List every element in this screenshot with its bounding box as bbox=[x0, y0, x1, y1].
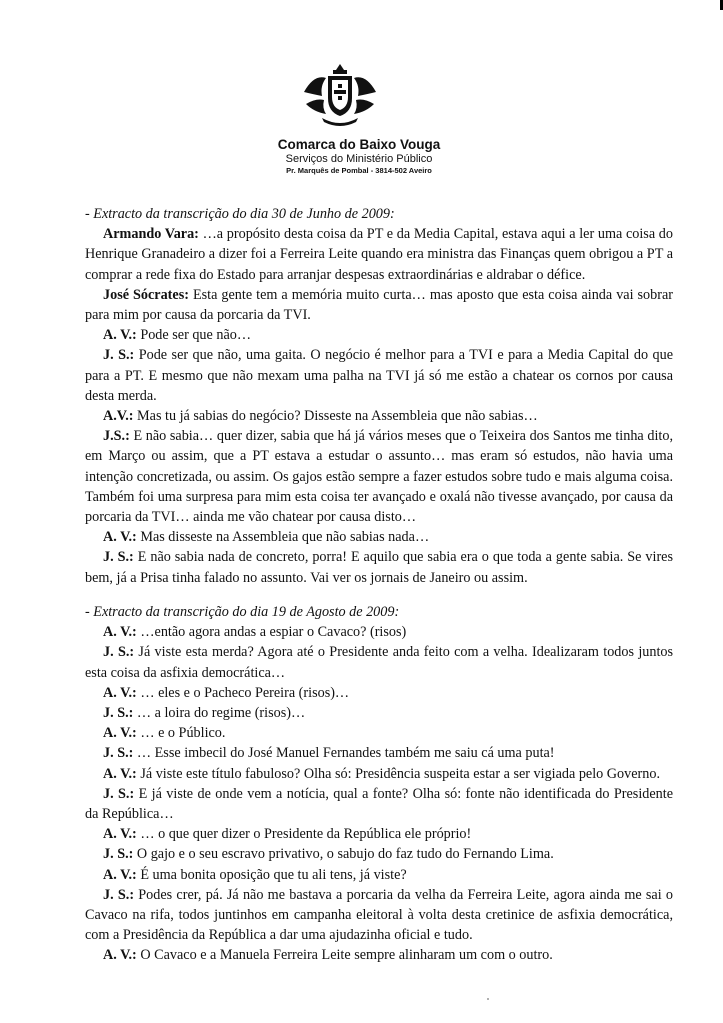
speaker-label: A. V.: bbox=[103, 947, 137, 964]
transcript-line bbox=[85, 865, 673, 885]
speaker-label: A. V.: bbox=[103, 327, 137, 344]
speech-text: É uma bonita oposição que tu ali tens, já viste? bbox=[136, 866, 407, 883]
speaker-label: J. S.: bbox=[103, 785, 135, 802]
scan-speck bbox=[487, 998, 489, 1000]
speech-text: Já viste este título fabuloso? Olha só: Presidência suspeita estar a ser vigiada pelo Governo. bbox=[136, 765, 661, 782]
address: Pr. Marquês de Pombal - 3814-502 Aveiro bbox=[286, 166, 432, 175]
speech-text: O gajo e o seu escravo privativo, o sabujo do faz tudo do Fernando Lima. bbox=[133, 846, 554, 863]
transcript-line bbox=[85, 784, 673, 824]
speech-text: Esta gente tem a memória muito curta… mas aposto que esta coisa ainda vai sobrar para mim por causa da porcaria da TVI. bbox=[85, 286, 673, 324]
speaker-label: J. S.: bbox=[103, 886, 135, 903]
coat-of-arms-emblem bbox=[300, 58, 380, 128]
transcript-line bbox=[85, 703, 673, 723]
speech-text: E já viste de onde vem a notícia, qual a fonte? Olha só: fonte não identificada do Presidente da República… bbox=[85, 785, 673, 823]
speaker-label: A. V.: bbox=[103, 529, 137, 546]
transcript-line bbox=[85, 426, 673, 527]
speech-text: Pode ser que não, uma gaita. O negócio é melhor para a TVI e para a Media Capital do que para a PT. E mesmo que não mexam uma palha na TVI já só me estão a chatear os cornos por causa desta merda. bbox=[85, 347, 673, 404]
speech-text: Mas tu já sabias do negócio? Disseste na Assembleia que não sabias… bbox=[133, 408, 538, 425]
speaker-label: A. V.: bbox=[103, 725, 137, 742]
transcript-line bbox=[85, 325, 673, 345]
speaker-label: J. S.: bbox=[103, 745, 134, 762]
transcript-line bbox=[85, 764, 673, 784]
transcript-line bbox=[85, 683, 673, 703]
transcript-line bbox=[85, 844, 673, 864]
section-heading: - Extracto da transcrição do dia 19 de Agosto de 2009: bbox=[85, 604, 400, 620]
transcript-line bbox=[85, 885, 673, 946]
transcript-line bbox=[85, 345, 673, 406]
speech-text: E não sabia… quer dizer, sabia que há já vários meses que o Teixeira dos Santos me tinha dito, em Março ou assim, que a PT estava a estudar o assunto… mas eram só estudos, não havia uma intenção concretizada, ou assim. Os gajos estão sempre a fazer estudos sobre tudo e mais alguma coisa. Também foi uma surpresa para mim esta coisa ter avançado e oxalá não tivesse avançado, por causa da porcaria da TVI… ainda me vão chatear por causa disto… bbox=[85, 428, 673, 526]
transcript-line bbox=[85, 743, 673, 763]
speech-text: Pode ser que não… bbox=[136, 327, 252, 344]
section-heading: - Extracto da transcrição do dia 30 de Junho de 2009: bbox=[85, 206, 395, 222]
speaker-label: A. V.: bbox=[103, 826, 137, 843]
speaker-label: A. V.: bbox=[103, 624, 137, 641]
speaker-label: J.S.: bbox=[103, 428, 130, 445]
transcript-section-1 bbox=[85, 204, 673, 588]
speech-text: …então agora andas a espiar o Cavaco? (risos) bbox=[136, 624, 407, 641]
transcript-line bbox=[85, 642, 673, 682]
speaker-label: Armando Vara: bbox=[103, 226, 199, 243]
speech-text: O Cavaco e a Manuela Ferreira Leite sempre alinharam um com o outro. bbox=[136, 947, 553, 964]
speaker-label: J. S.: bbox=[103, 644, 135, 661]
speech-text: Já viste esta merda? Agora até o Presidente anda feito com a velha. Idealizaram todos juntos esta coisa da asfixia democrática… bbox=[85, 644, 674, 681]
speaker-label: A. V.: bbox=[103, 684, 137, 701]
speaker-label: J. S.: bbox=[103, 705, 134, 722]
transcript-line bbox=[85, 622, 673, 642]
speaker-label: José Sócrates: bbox=[103, 286, 189, 303]
speech-text: … o que quer dizer o Presidente da República ele próprio! bbox=[136, 826, 472, 843]
speech-text: Mas disseste na Assembleia que não sabias nada… bbox=[136, 529, 430, 546]
speech-text: …a propósito desta coisa da PT e da Media Capital, estava aqui a ler uma coisa do Henrique Granadeiro a dizer foi a Ferreira Leite quando era ministra das Finanças quem obrigou a PT a comprar a rede fixa do Estado para arranjar despesas extraordinárias e aldrabar o défice. bbox=[85, 226, 673, 283]
speaker-label: A.V.: bbox=[103, 408, 134, 425]
speaker-label: J. S.: bbox=[103, 846, 134, 863]
speech-text: E não sabia nada de concreto, porra! E aquilo que sabia era o que toda a gente sabia. Se vires bem, já a Prisa tinha falado no assunto. Vai ver os jornais de Janeiro ou assim. bbox=[85, 549, 673, 586]
transcript-section-2 bbox=[85, 602, 673, 966]
transcript-line bbox=[85, 945, 673, 965]
transcript-line bbox=[85, 723, 673, 743]
transcript-line bbox=[85, 824, 673, 844]
speaker-label: J. S.: bbox=[103, 549, 134, 566]
speaker-label: A. V.: bbox=[103, 866, 137, 883]
transcript-line bbox=[85, 406, 673, 426]
speech-text: … eles e o Pacheco Pereira (risos)… bbox=[136, 684, 350, 701]
transcript-line bbox=[85, 285, 673, 325]
speech-text: … Esse imbecil do José Manuel Fernandes também me saiu cá uma puta! bbox=[133, 745, 555, 762]
speech-text: Podes crer, pá. Já não me bastava a porcaria da velha da Ferreira Leite, agora ainda me sai o Cavaco na rifa, todos juntinhos em campanha eleitoral à volta desta cretinice de asfixia democrática, com a Presidência da República a dar uma ajudazinha oficial e tudo. bbox=[85, 886, 673, 944]
letterhead bbox=[214, 136, 504, 176]
transcript-line bbox=[85, 547, 673, 587]
speech-text: … a loira do regime (risos)… bbox=[133, 705, 306, 722]
speaker-label: J. S.: bbox=[103, 347, 135, 364]
transcript-line bbox=[85, 224, 673, 285]
transcript-line bbox=[85, 527, 673, 547]
speech-text: … e o Público. bbox=[136, 725, 226, 742]
court-name: Comarca do Baixo Vouga bbox=[277, 137, 441, 152]
service-name: Serviços do Ministério Público bbox=[285, 153, 433, 165]
speaker-label: A. V.: bbox=[103, 765, 137, 782]
